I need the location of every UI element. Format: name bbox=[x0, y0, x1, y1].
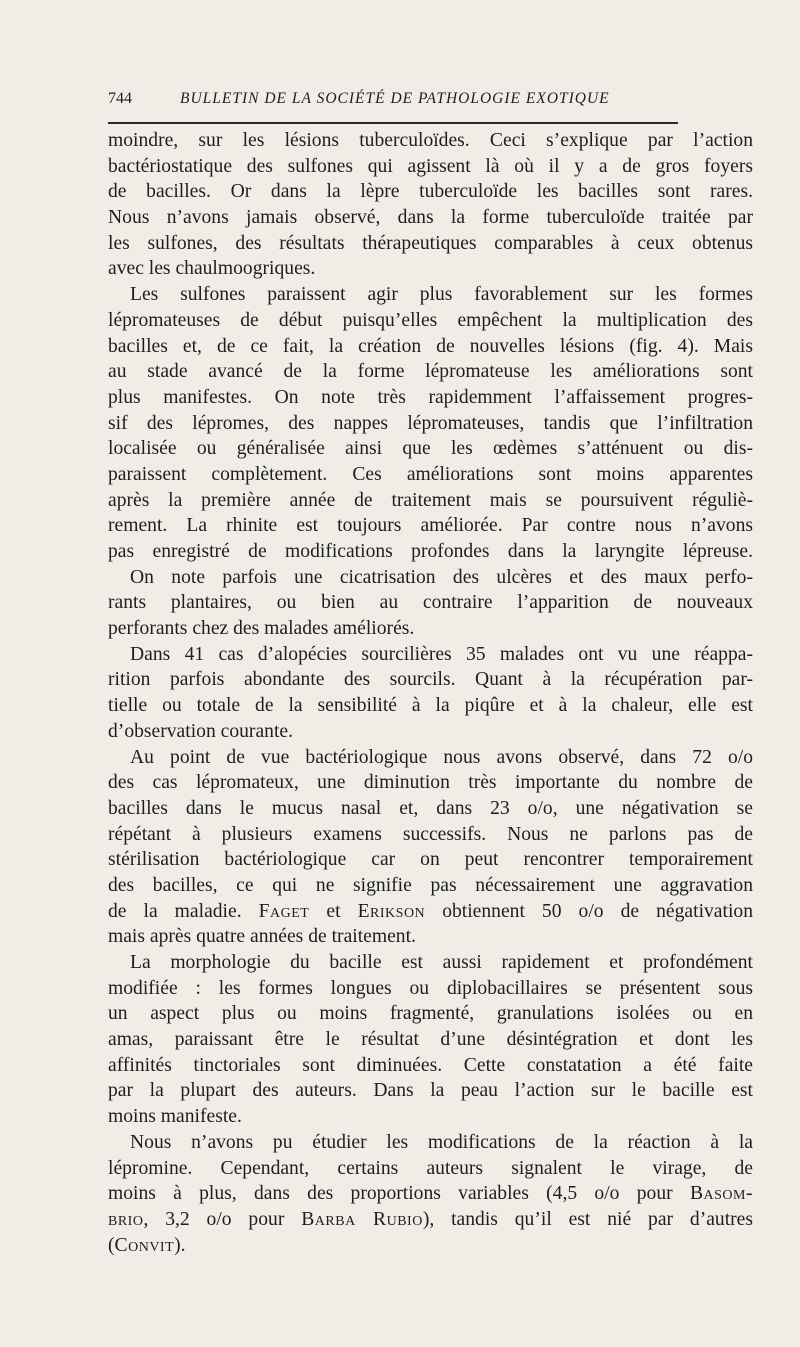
text-line bbox=[108, 1181, 753, 1207]
text-line: affinités tinctoriales sont diminuées. Cette constatation a été faite bbox=[108, 1054, 753, 1076]
text-fragment: ( bbox=[108, 1234, 115, 1256]
author-name: Barba Rubio bbox=[301, 1208, 423, 1230]
text-line: répétant à plusieurs examens successifs. Nous ne parlons pas de bbox=[108, 823, 753, 845]
page-header bbox=[108, 88, 678, 112]
author-name: Basom- bbox=[689, 1183, 753, 1205]
author-name: Faget bbox=[258, 900, 310, 922]
text-line: Nous n’avons pu étudier les modifications de la réaction à la bbox=[130, 1131, 753, 1153]
text-line bbox=[108, 1207, 753, 1233]
text-line: mais après quatre années de traitement. bbox=[108, 926, 416, 948]
text-line: amas, paraissant être le résultat d’une désintégration et dont les bbox=[108, 1029, 753, 1051]
text-line: On note parfois une cicatrisation des ulcères et des maux perfo- bbox=[130, 566, 753, 588]
text-fragment: de la maladie. bbox=[108, 900, 242, 922]
text-line: de bacilles. Or dans la lèpre tuberculoïde les bacilles sont rares. bbox=[108, 181, 753, 203]
text-line: Nous n’avons jamais observé, dans la forme tuberculoïde traitée par bbox=[108, 207, 753, 229]
text-line: Dans 41 cas d’alopécies sourcilières 35 malades ont vu une réappa- bbox=[130, 643, 753, 665]
text-fragment: obtiennent 50 o/o de négativation bbox=[442, 900, 753, 922]
text-line: sif des lépromes, des nappes lépromateuses, tandis que l’infiltration bbox=[108, 412, 753, 434]
text-line: pas enregistré de modifications profondes dans la laryngite lépreuse. bbox=[108, 541, 753, 562]
text-line: bacilles et, de ce fait, la création de nouvelles lésions (fig. 4). Mais bbox=[108, 335, 753, 357]
text-line: rition parfois abondante des sourcils. Quant à la récupération par- bbox=[108, 669, 753, 691]
text-line: lépromine. Cependant, certains auteurs signalent le virage, de bbox=[108, 1157, 753, 1179]
text-line: des cas lépromateux, une diminution très importante du nombre de bbox=[108, 772, 753, 794]
text-line: par la plupart des auteurs. Dans la peau l’action sur le bacille est bbox=[108, 1080, 753, 1102]
text-line: paraissent complètement. Ces améliorations sont moins apparentes bbox=[108, 463, 753, 485]
text-line: La morphologie du bacille est aussi rapidement et profondément bbox=[130, 952, 753, 973]
text-line: d’observation courante. bbox=[108, 720, 293, 742]
text-line: avec les chaulmoogriques. bbox=[108, 258, 316, 280]
text-line: stérilisation bactériologique car on peut rencontrer temporairement bbox=[108, 849, 753, 871]
text-line: au stade avancé de la forme lépromateuse les améliorations sont bbox=[108, 361, 753, 383]
text-line: Les sulfones paraissent agir plus favorablement sur les formes bbox=[130, 284, 753, 306]
author-name: brio bbox=[108, 1208, 144, 1230]
text-fragment: ). bbox=[174, 1234, 186, 1256]
text-line: rement. La rhinite est toujours améliorée. Par contre nous n’avons bbox=[108, 515, 753, 537]
text-line: moins manifeste. bbox=[108, 1106, 242, 1128]
text-line: Au point de vue bactériologique nous avons observé, dans 72 o/o bbox=[130, 746, 753, 768]
text-line: localisée ou généralisée ainsi que les œdèmes s’atténuent ou dis- bbox=[108, 438, 753, 460]
text-line: lépromateuses de début puisqu’elles empêchent la multiplication des bbox=[108, 309, 753, 331]
text-fragment: et bbox=[326, 900, 341, 922]
body-text bbox=[108, 128, 753, 1258]
text-line: les sulfones, des résultats thérapeutiques comparables à ceux obtenus bbox=[108, 232, 753, 254]
text-line: perforants chez des malades améliorés. bbox=[108, 618, 415, 640]
text-fragment: ), tandis qu’il est nié par d’autres bbox=[422, 1208, 753, 1230]
author-name: Erikson bbox=[357, 900, 426, 922]
text-line: après la première année de traitement mais se poursuivent réguliè- bbox=[108, 489, 753, 511]
text-line: moindre, sur les lésions tuberculoïdes. Ceci s’explique par l’action bbox=[108, 130, 753, 151]
text-line: bactériostatique des sulfones qui agissent là où il y a de gros foyers bbox=[108, 155, 753, 177]
text-line: des bacilles, ce qui ne signifie pas nécessairement une aggravation bbox=[108, 874, 753, 896]
page-number: 744 bbox=[108, 90, 132, 107]
text-fragment: moins à plus, dans des proportions variables (4,5 o/o pour bbox=[108, 1183, 673, 1205]
text-line: rants plantaires, ou bien au contraire l’apparition de nouveaux bbox=[108, 592, 753, 614]
text-line: plus manifestes. On note très rapidemment l’affaissement progres- bbox=[108, 386, 753, 408]
text-line bbox=[108, 899, 753, 925]
text-fragment: , 3,2 o/o pour bbox=[143, 1208, 285, 1230]
text-line: bacilles dans le mucus nasal et, dans 23 o/o, une négativation se bbox=[108, 797, 753, 819]
text-line: tielle ou totale de la sensibilité à la piqûre et à la chaleur, elle est bbox=[108, 695, 753, 717]
text-line: un aspect plus ou moins fragmenté, granulations isolées ou en bbox=[108, 1003, 753, 1025]
running-title: BULLETIN DE LA SOCIÉTÉ DE PATHOLOGIE EXOTIQUE bbox=[180, 90, 610, 107]
header-rule bbox=[108, 122, 678, 124]
text-line bbox=[108, 1233, 753, 1259]
text-line: modifiée : les formes longues ou diplobacillaires se présentent sous bbox=[108, 977, 753, 999]
author-name: Convit bbox=[114, 1234, 175, 1256]
